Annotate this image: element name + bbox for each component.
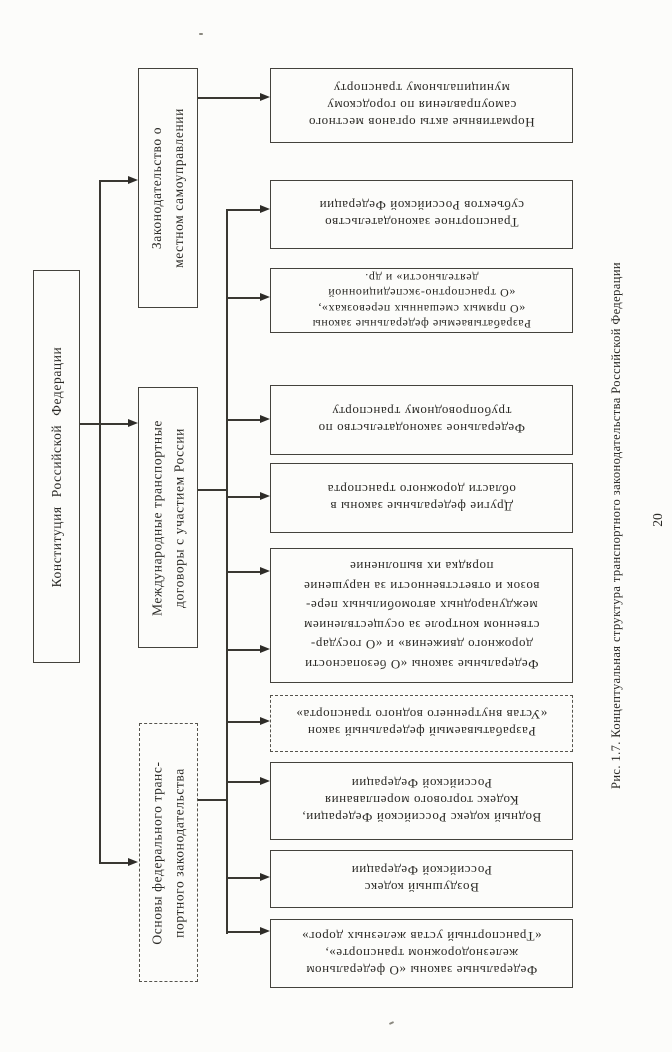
leaf-box-draft-federal-laws [270,268,573,333]
arrowhead-leaf-8-icon [260,777,270,785]
category-label [146,388,190,647]
arrowhead-leaf-9-icon [260,873,270,881]
leaf-line: ственном контроле за осуществлением [303,618,540,633]
leaf-line: муниципальному транспорту [333,81,510,96]
leaf-box-regional-transport-legislation [270,180,573,249]
connector-leaf-3 [227,297,261,299]
leaf-line: возок и ответственности за нарушение [303,579,540,594]
connector-trunk-to-category-1 [100,180,129,182]
arrowhead-leaf-6-upper-icon [260,567,270,575]
category-line: договоры с участием России [171,427,186,608]
connector-category-3-to-trunk [198,799,228,801]
leaf-line: «Транспортный устав железных дорог» [301,929,542,944]
leaf-line: Российской Федерации [351,863,492,878]
arrowhead-category-3-icon [128,858,138,866]
connector-leaf-10 [227,931,261,933]
leaf-line: Российской Федерации [351,776,492,792]
connector-leaf-7 [227,721,261,723]
connector-trunk-to-category-3 [100,862,129,864]
leaf-line: Кодекс торгового мореплавания [324,793,519,809]
leaf-line: Разрабатываемые федеральные законы [312,317,531,332]
leaf-box-air-code [270,850,573,908]
leaf-line: «О прямых смешанных перевозках», [317,302,526,316]
leaf-box-railway-laws [270,919,573,988]
page-number-text: 20 [650,513,665,527]
leaf-box-pipeline-legislation [270,385,573,455]
connector-leaf-2 [227,209,261,211]
arrowhead-leaf-6-lower-icon [260,645,270,653]
arrowhead-leaf-1-icon [260,93,270,101]
scan-speck [199,33,203,35]
leaf-line: трубопроводному транспорту [331,404,512,419]
category-line: местном самоуправлении [171,108,186,268]
leaf-line: Другие федеральные законы в [329,499,514,514]
connector-category-2-to-trunk [198,489,228,491]
leaf-line: Воздушный кодекс [364,880,479,895]
leaf-line: Федеральные законы «О безопасности [304,657,539,672]
page-number [645,504,671,536]
root-box-label: Конституция Российской Федерации [48,346,64,587]
scan-speck [389,1021,394,1025]
leaf-line: порядка их выполнение [349,559,494,575]
category-box-international-treaties [138,387,198,648]
arrowhead-leaf-4-icon [260,415,270,423]
leaf-box-road-safety-laws [270,548,573,683]
connector-root-to-trunk [80,423,129,425]
leaf-box-local-government-acts [270,68,573,143]
leaf-line: международных автомобильных пере- [305,598,538,614]
leaf-line: субъектов Российской Федерации [319,198,524,214]
arrowhead-leaf-3-icon [260,293,270,301]
leaf-line: железнодорожном транспорте», [324,946,519,961]
leaf-line: области дорожного транспорта [327,482,516,497]
category-box-local-government [138,68,198,308]
leaf-line: «Устав внутреннего водного транспорта» [295,707,548,723]
connector-category-1-to-leaf-1 [198,97,261,99]
arrowhead-leaf-10-icon [260,927,270,935]
leaf-line: Федеральное законодательство по [317,421,526,436]
connector-leaf-6-lower [227,649,261,651]
category-line: портного законодательства [171,767,187,938]
arrowhead-leaf-7-icon [260,717,270,725]
arrowhead-leaf-5-icon [260,492,270,500]
category-line: Международные транспортные [149,419,164,616]
leaf-line: Водный кодекс Российской Федерации, [301,810,542,826]
trunk-left [99,180,101,864]
arrowhead-category-2-icon [128,419,138,427]
connector-leaf-9 [227,877,261,879]
leaf-box-water-and-merchant-codes [270,762,573,840]
connector-leaf-6-upper [227,571,261,573]
category-label [147,724,191,981]
leaf-line: деятельности» и др. [364,271,479,285]
leaf-line: Федеральные законы «О федеральном [305,963,538,978]
leaf-box-other-road-laws [270,463,573,533]
leaf-line: Разрабатываемый федеральный закон [307,724,536,740]
category-line: Законодательство о [149,126,164,250]
arrowhead-category-1-icon [128,176,138,184]
arrowhead-leaf-2-icon [260,205,270,213]
connector-leaf-8 [227,781,261,783]
root-box-constitution [33,270,80,663]
figure-caption [598,236,634,814]
figure-caption-text: Рис. 1.7. Концептуальная структура транспортного законодательства Российской Федерации [608,261,623,789]
category-box-federal-transport-law-basics [139,723,198,982]
category-line: Основы федерального транс- [149,760,165,945]
leaf-line: «О транспортно-экспедиционной [327,286,516,301]
connector-leaf-4 [227,419,261,421]
leaf-line: самоуправления по городскому [326,98,517,113]
category-label [146,69,190,307]
leaf-box-draft-inland-waterway-law [270,695,573,752]
leaf-line: дорожного движения» и «О государ- [310,637,533,653]
leaf-line: Нормативные акты органов местного [308,115,535,130]
leaf-line: Транспортное законодательство [324,215,519,231]
connector-leaf-5 [227,496,261,498]
